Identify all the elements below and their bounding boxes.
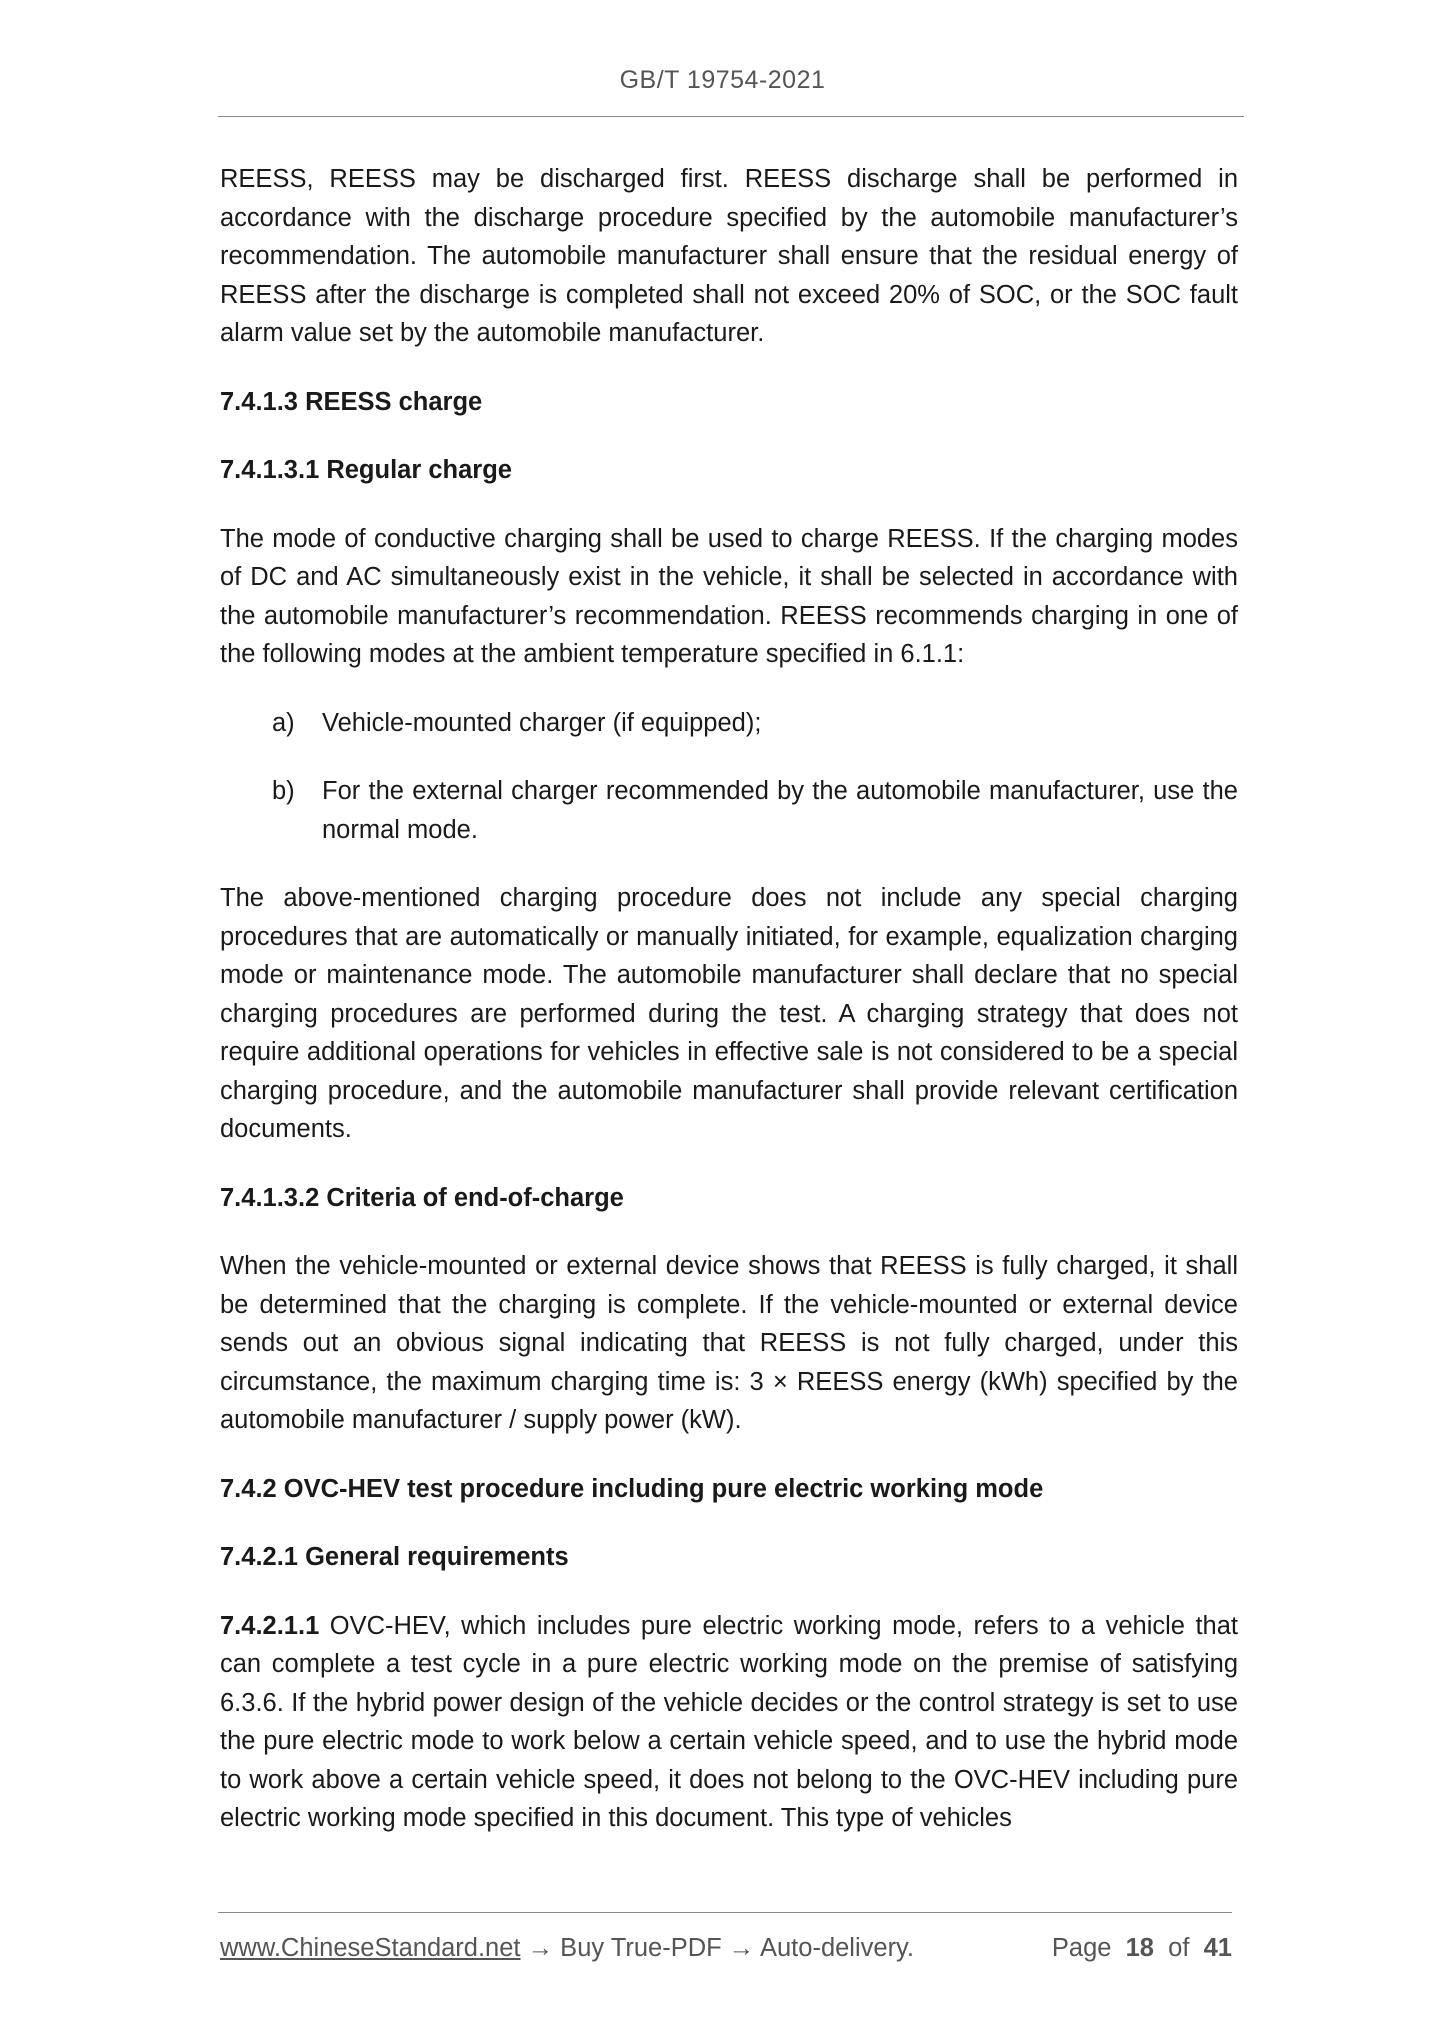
section-heading: 7.4.2 OVC-HEV test procedure including pure electric working mode	[220, 1474, 1044, 1503]
paragraph: The above-mentioned charging procedure does not include any special charging procedures that are automatically or manually initiated, for example, equalization charging mode or maintenance mode. The automobile manufacturer shall declare that no special charging procedures are performed during the test. A charging strategy that does not require additional operations for vehicles in effective sale is not considered to be a special charging procedure, and the automobile manufacturer shall provide relevant certification documents.	[220, 884, 1238, 1143]
footer-divider	[218, 1912, 1232, 1913]
section-heading: 7.4.1.3.1 Regular charge	[220, 456, 512, 484]
list-item	[220, 772, 1238, 849]
list-item	[220, 704, 1238, 743]
header-divider	[218, 116, 1244, 117]
clause-text: OVC-HEV, which includes pure electric working mode, refers to a vehicle that can complete a test cycle in a pure electric working mode on the premise of satisfying 6.3.6. If the hybrid power design of the vehicle decides or the control strategy is set to use the pure electric mode to work below a certain vehicle speed, and to use the hybrid mode to work above a certain vehicle speed, it does not belong to the OVC-HEV including pure electric working mode specified in this document. This type of vehicles	[220, 1611, 1238, 1832]
paragraph: REESS, REESS may be discharged first. REESS discharge shall be performed in accordance with the discharge procedure specified by the automobile manufacturer’s recommendation. The automobile manufacturer shall ensure that the residual energy of REESS after the discharge is completed shall not exceed 20% of SOC, or the SOC fault alarm value set by the automobile manufacturer.	[220, 165, 1238, 347]
list-marker: b)	[272, 777, 295, 805]
paragraph: The mode of conductive charging shall be used to charge REESS. If the charging modes of DC and AC simultaneously exist in the vehicle, it shall be selected in accordance with the automobile manufacturer’s recommendation. REESS recommends charging in one of the following modes at the ambient temperature specified in 6.1.1:	[220, 524, 1238, 668]
section-heading: 7.4.1.3 REESS charge	[220, 387, 483, 416]
clause-number: 7.4.2.1.1	[220, 1611, 320, 1640]
list-item-text: Vehicle-mounted charger (if equipped);	[322, 708, 762, 737]
footer-promo-text: → Buy True-PDF → Auto-delivery.	[520, 1934, 914, 1962]
page-number: 18	[1125, 1934, 1154, 1962]
page-total: 41	[1203, 1934, 1232, 1962]
document-code: GB/T 19754-2021	[619, 66, 826, 94]
charging-mode-list	[220, 704, 1238, 850]
page-footer	[220, 1934, 1232, 1963]
section-heading: 7.4.2.1 General requirements	[220, 1543, 569, 1571]
section-heading: 7.4.1.3.2 Criteria of end-of-charge	[220, 1183, 624, 1212]
footer-promo	[220, 1934, 914, 1963]
of-label: of	[1168, 1934, 1190, 1962]
page-indicator	[1052, 1934, 1232, 1963]
list-item-text: For the external charger recommended by the automobile manufacturer, use the normal mode.	[322, 777, 1238, 844]
list-marker: a)	[272, 708, 295, 737]
website-link[interactable]: www.ChineseStandard.net	[220, 1934, 521, 1962]
paragraph: When the vehicle-mounted or external device shows that REESS is fully charged, it shall be determined that the charging is complete. If the vehicle-mounted or external device sends out an obvious signal indicating that REESS is not fully charged, under this circumstance, the maximum charging time is: 3 × REESS energy (kWh) specified by the automobile manufacturer / supply power (kW).	[220, 1252, 1238, 1434]
page-label: Page	[1051, 1934, 1112, 1962]
paragraph	[220, 1607, 1238, 1838]
page-body	[220, 160, 1238, 1868]
